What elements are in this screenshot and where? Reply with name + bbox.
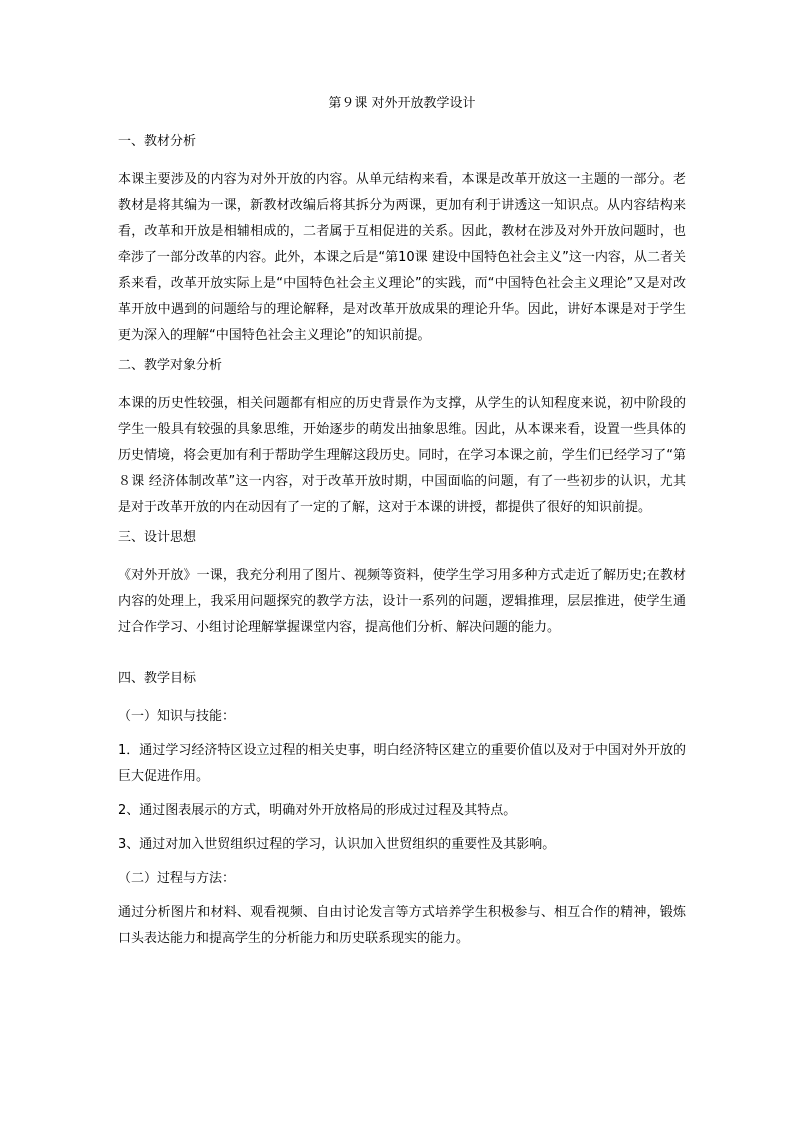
- goal-item-2: 2、通过图表展示的方式，明确对外开放格局的形成过过程及其特点。: [118, 803, 517, 818]
- goal-item-3: 3、通过对加入世贸组织过程的学习，认识加入世贸组织的重要性及其影响。: [118, 837, 556, 852]
- section-heading-textbook-analysis: 一、教材分析: [118, 134, 197, 149]
- goal-item-1: 1．通过学习经济特区设立过程的相关史事，明白经济特区建立的重要价值以及对于中国对外开放的巨大促进作用。: [118, 743, 686, 784]
- blank-line: [118, 649, 686, 670]
- section-heading-design-idea: 三、设计思想: [118, 530, 197, 545]
- paragraph-textbook-analysis: 本课主要涉及的内容为对外开放的内容。从单元结构来看，本课是改革开放这一主题的一部分。老教材是将其编为一课，新教材改编后将其拆分为两课，更加有利于讲透这一知识点。从内容结构来看，改革和开放是相辅相成的，二者属于互相促进的关系。因此，教材在涉及对外开放问题时，也牵涉了一部分改革的内容。此外，本课之后是“第10课 建设中国特色社会主义”这一内容，从二者关系来看，改革开放实际上是“中国特色社会主义理论”的实践，而“中国特色社会主义理论”又是对改革开放中遇到的问题给与的理论解释，是对改革开放成果的理论升华。因此，讲好本课是对于学生更为深入的理解“中国特色社会主义理论”的知识前提。: [118, 172, 686, 343]
- paragraph-student-analysis: 本课的历史性较强，相关问题都有相应的历史背景作为支撑，从学生的认知程度来说，初中阶段的学生一般具有较强的具象思维，开始逐步的萌发出抽象思维。因此，从本课来看，设置一些具体的历史情境，将会更加有利于帮助学生理解这段历史。同时，在学习本课之前，学生们已经学习了“第８课 经济体制改革”这一内容，对于改革开放时期，中国面临的问题，有了一些初步的认识，尤其是对于改革开放的内在动因有了一定的了解，这对于本课的讲授，都提供了很好的知识前提。: [118, 396, 686, 515]
- document-body: [118, 95, 686, 960]
- section-heading-teaching-goals: 四、教学目标: [118, 671, 197, 686]
- subheading-knowledge-skills: （一）知识与技能：: [118, 709, 236, 724]
- paragraph-design-idea: 《对外开放》一课，我充分利用了图片、视频等资料，使学生学习用多种方式走近了解历史;在教材内容的处理上，我采用问题探究的教学方法，设计一系列的问题，逻辑推理，层层推进，使学生通过合作学习、小组讨论理解掌握课堂内容，提高他们分析、解决问题的能力。: [118, 568, 686, 635]
- document-title: 第９课 对外开放教学设计: [328, 96, 476, 111]
- subheading-process-method: （二）过程与方法：: [118, 871, 236, 886]
- section-heading-student-analysis: 二、教学对象分析: [118, 358, 223, 373]
- paragraph-process-method: 通过分析图片和材料、观看视频、自由讨论发言等方式培养学生积极参与、相互合作的精神，锻炼口头表达能力和提高学生的分析能力和历史联系现实的能力。: [118, 905, 686, 946]
